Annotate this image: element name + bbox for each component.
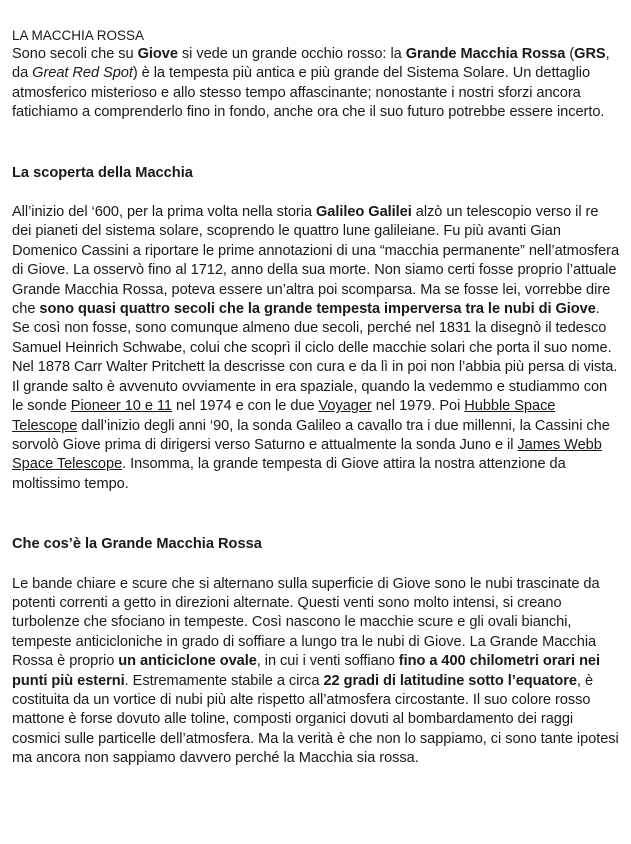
document-title: LA MACCHIA ROSSA (12, 28, 145, 43)
text-run: ( (565, 46, 575, 62)
text-run: , da (12, 46, 610, 82)
intro-paragraph (12, 45, 619, 123)
bold-text: Galileo Galilei (315, 204, 412, 221)
link-pioneer[interactable]: Pioneer 10 e 11 (70, 398, 172, 415)
bold-text: un anticiclone ovale (118, 653, 257, 670)
text-run: Le bande chiare e scure che si alternano sulla superficie di Giove sono le nubi trascinate da potenti correnti a getto in direzioni alternate. Questi venti sono molto intensi, si creano turbolenze che sfociano in tempeste. Così nascono le macchie scure e gli ovali bianchi, tempeste anticicloniche in grado di soffiare a lungo tra le nubi di Giove. La Grande Macchia Rossa è proprio (12, 575, 600, 670)
bold-text: Giove (137, 46, 178, 62)
text-run: . Estremamente stabile a circa (124, 672, 324, 689)
text-run: alzò un telescopio verso il re dei pianeti del sistema solare, scoprendo le quattro lune galileiane. Fu più avanti Gian Domenico Cassini a riportare le prime annotazioni di una “macchia permanente” nell’atmosfera di Giove. La osservò fino al 1712, anno della sua morte. Non siamo certi fosse proprio l’attuale Grande Macchia Rossa, poteva essere un’altra poi scomparsa. Ma se fosse lei, vorrebbe dire che (12, 204, 620, 318)
text-run: dall’inizio degli anni ‘90, la sonda Galileo a cavallo tra i due millenni, la Cassini che sorvolò Giove prima di dirigersi verso Saturno e attualmente la sonda Juno e il (12, 417, 610, 453)
section-heading-che-cose: Che cos’è la Grande Macchia Rossa (12, 536, 262, 553)
text-run: , in cui i venti soffiano (256, 653, 399, 670)
text-run: nel 1979. Poi (371, 398, 465, 415)
bold-text: GRS (574, 46, 606, 62)
section-heading-scoperta: La scoperta della Macchia (12, 164, 193, 181)
bold-text: fino a 400 chilometri orari nei punti più esterni (12, 653, 600, 689)
section-paragraph-che-cose (12, 575, 619, 769)
bold-text: sono quasi quattro secoli che la grande tempesta imperversa tra le nubi di Giove (39, 301, 596, 318)
bold-text: 22 gradi di latitudine sotto l’equatore (323, 672, 577, 689)
italic-text: Great Red Spot (32, 65, 133, 82)
text-run: si vede un grande occhio rosso: la (177, 46, 406, 62)
text-run: Sono secoli che su (12, 46, 138, 62)
link-hubble[interactable]: Hubble Space Telescope (12, 398, 556, 434)
text-run: . Insomma, la grande tempesta di Giove attira la nostra attenzione da moltissimo tempo. (12, 456, 566, 492)
bold-text: Grande Macchia Rossa (405, 46, 566, 62)
text-run: All’inizio del ‘600, per la prima volta nella storia (12, 204, 316, 221)
text-run: , è costituita da un vortice di nubi più alte rispetto all’atmosfera circostante. Il suo colore rosso mattone è forse dovuto alle toline, composti organici dovuti al bombardamento dei raggi cosmici sulle particelle dell’atmosfera. Ma la verità è che non lo sappiamo, ci sono tante ipotesi ma ancora non sappiamo davvero perché la Macchia sia rossa. (12, 672, 619, 767)
section-paragraph-scoperta (12, 203, 619, 494)
link-voyager[interactable]: Voyager (318, 398, 372, 415)
text-run: ) è la tempesta più antica e più grande del Sistema Solare. Un dettaglio atmosferico misterioso e allo stesso tempo affascinante; nonostante i nostri sforzi ancora fatichiamo a comprenderlo fino in fondo, anche ora che il suo futuro potrebbe essere incerto. (12, 65, 605, 121)
text-run: . Se così non fosse, sono comunque almeno due secoli, perché nel 1831 la disegnò il tedesco Samuel Heinrich Schwabe, colui che scoprì il ciclo delle macchie solari che porta il suo nome. Nel 1878 Carr Walter Pritchett la descrisse con cura e da lì in poi non l’abbia più persa di vista. Il grande salto è avvenuto ovviamente in era spaziale, quando la vedemmo e studiammo con le sonde (12, 301, 618, 415)
link-jwst[interactable]: James Webb Space Telescope (12, 436, 602, 473)
text-run: nel 1974 e con le due (172, 398, 319, 415)
